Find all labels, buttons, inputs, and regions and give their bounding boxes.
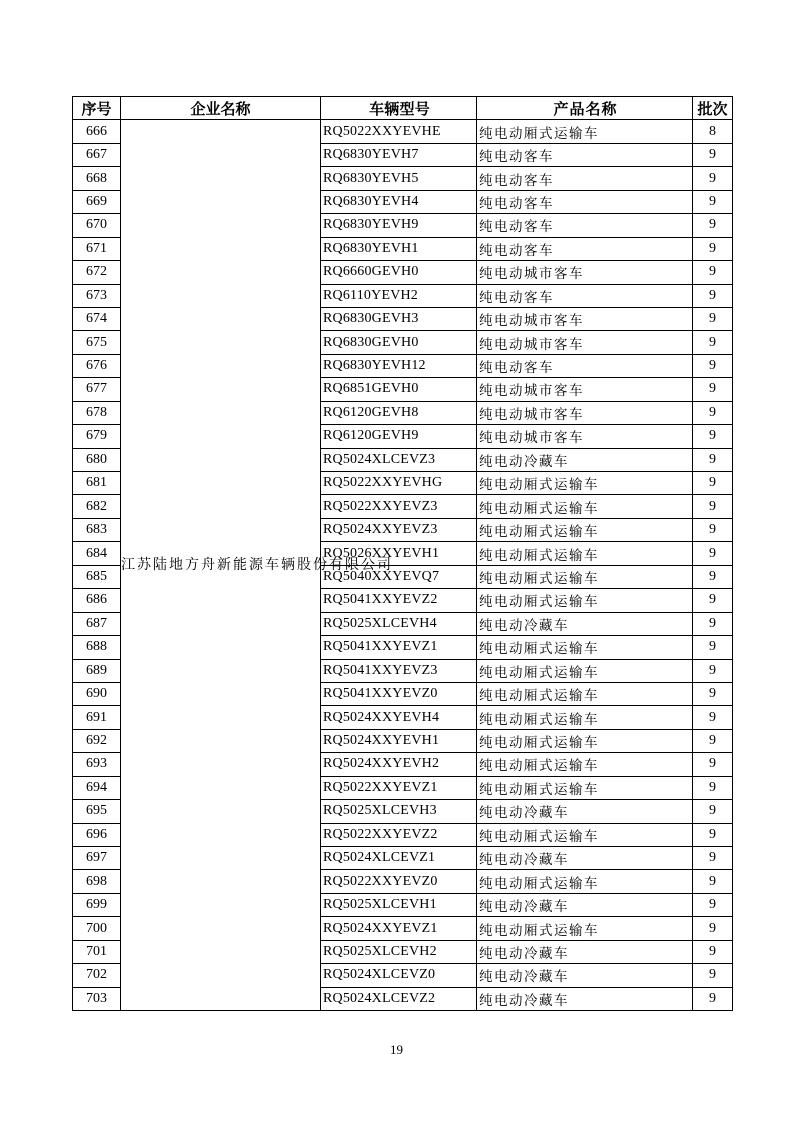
cell-product: 纯电动厢式运输车 — [477, 823, 693, 846]
cell-batch: 9 — [693, 143, 733, 166]
cell-seq: 702 — [73, 964, 121, 987]
cell-product: 纯电动冷藏车 — [477, 964, 693, 987]
cell-batch: 8 — [693, 120, 733, 143]
vehicle-table — [72, 96, 733, 1011]
cell-batch: 9 — [693, 940, 733, 963]
cell-product: 纯电动厢式运输车 — [477, 917, 693, 940]
cell-seq: 673 — [73, 284, 121, 307]
cell-model: RQ5022XXYEVZ3 — [321, 495, 477, 518]
cell-model: RQ5022XXYEVZ0 — [321, 870, 477, 893]
cell-batch: 9 — [693, 237, 733, 260]
cell-seq: 683 — [73, 518, 121, 541]
cell-product: 纯电动冷藏车 — [477, 847, 693, 870]
cell-seq: 668 — [73, 167, 121, 190]
cell-batch: 9 — [693, 893, 733, 916]
cell-batch: 9 — [693, 659, 733, 682]
cell-model: RQ6120GEVH9 — [321, 425, 477, 448]
cell-product: 纯电动冷藏车 — [477, 448, 693, 471]
cell-model: RQ5024XLCEVZ0 — [321, 964, 477, 987]
cell-batch: 9 — [693, 542, 733, 565]
cell-seq: 690 — [73, 682, 121, 705]
cell-model: RQ5024XLCEVZ3 — [321, 448, 477, 471]
cell-model: RQ6110YEVH2 — [321, 284, 477, 307]
cell-model: RQ5026XXYEVH1 — [321, 542, 477, 565]
cell-batch: 9 — [693, 214, 733, 237]
cell-batch: 9 — [693, 448, 733, 471]
cell-product: 纯电动城市客车 — [477, 261, 693, 284]
cell-batch: 9 — [693, 917, 733, 940]
cell-seq: 697 — [73, 847, 121, 870]
cell-batch: 9 — [693, 495, 733, 518]
header-product: 产品名称 — [477, 97, 693, 120]
cell-batch: 9 — [693, 307, 733, 330]
cell-product: 纯电动城市客车 — [477, 378, 693, 401]
cell-batch: 9 — [693, 425, 733, 448]
cell-product: 纯电动厢式运输车 — [477, 636, 693, 659]
cell-product: 纯电动冷藏车 — [477, 893, 693, 916]
cell-seq: 671 — [73, 237, 121, 260]
cell-seq: 680 — [73, 448, 121, 471]
cell-model: RQ6830YEVH7 — [321, 143, 477, 166]
cell-seq: 691 — [73, 706, 121, 729]
cell-seq: 694 — [73, 776, 121, 799]
cell-product: 纯电动城市客车 — [477, 401, 693, 424]
cell-model: RQ6120GEVH8 — [321, 401, 477, 424]
cell-model: RQ6851GEVH0 — [321, 378, 477, 401]
cell-model: RQ5041XXYEVZ3 — [321, 659, 477, 682]
cell-batch: 9 — [693, 753, 733, 776]
cell-model: RQ6660GEVH0 — [321, 261, 477, 284]
cell-product: 纯电动冷藏车 — [477, 987, 693, 1010]
cell-seq: 676 — [73, 354, 121, 377]
cell-batch: 9 — [693, 565, 733, 588]
cell-seq: 679 — [73, 425, 121, 448]
cell-product: 纯电动厢式运输车 — [477, 565, 693, 588]
cell-batch: 9 — [693, 612, 733, 635]
cell-product: 纯电动厢式运输车 — [477, 518, 693, 541]
cell-seq: 689 — [73, 659, 121, 682]
cell-product: 纯电动冷藏车 — [477, 800, 693, 823]
cell-model: RQ5022XXYEVHE — [321, 120, 477, 143]
cell-model: RQ5022XXYEVHG — [321, 472, 477, 495]
cell-seq: 682 — [73, 495, 121, 518]
cell-product: 纯电动冷藏车 — [477, 940, 693, 963]
table-body — [73, 120, 733, 1011]
cell-batch: 9 — [693, 401, 733, 424]
cell-seq: 666 — [73, 120, 121, 143]
cell-model: RQ5024XLCEVZ1 — [321, 847, 477, 870]
cell-batch: 9 — [693, 823, 733, 846]
cell-batch: 9 — [693, 284, 733, 307]
cell-batch: 9 — [693, 261, 733, 284]
cell-model: RQ5024XXYEVZ3 — [321, 518, 477, 541]
cell-batch: 9 — [693, 354, 733, 377]
table-row — [73, 120, 733, 143]
cell-seq: 675 — [73, 331, 121, 354]
cell-batch: 9 — [693, 987, 733, 1010]
cell-seq: 696 — [73, 823, 121, 846]
cell-model: RQ5024XXYEVH1 — [321, 729, 477, 752]
cell-model: RQ5040XXYEVQ7 — [321, 565, 477, 588]
cell-product: 纯电动厢式运输车 — [477, 682, 693, 705]
cell-product: 纯电动厢式运输车 — [477, 870, 693, 893]
cell-product: 纯电动城市客车 — [477, 307, 693, 330]
cell-seq: 699 — [73, 893, 121, 916]
cell-product: 纯电动客车 — [477, 143, 693, 166]
cell-product: 纯电动厢式运输车 — [477, 753, 693, 776]
cell-seq: 672 — [73, 261, 121, 284]
cell-seq: 684 — [73, 542, 121, 565]
cell-model: RQ5024XXYEVH4 — [321, 706, 477, 729]
cell-product: 纯电动厢式运输车 — [477, 120, 693, 143]
cell-batch: 9 — [693, 847, 733, 870]
cell-model: RQ5022XXYEVZ2 — [321, 823, 477, 846]
cell-product: 纯电动城市客车 — [477, 425, 693, 448]
cell-product: 纯电动厢式运输车 — [477, 495, 693, 518]
cell-batch: 9 — [693, 190, 733, 213]
cell-product: 纯电动厢式运输车 — [477, 706, 693, 729]
cell-model: RQ5025XLCEVH3 — [321, 800, 477, 823]
cell-batch: 9 — [693, 964, 733, 987]
cell-batch: 9 — [693, 518, 733, 541]
cell-model: RQ5025XLCEVH2 — [321, 940, 477, 963]
cell-product: 纯电动厢式运输车 — [477, 589, 693, 612]
cell-model: RQ5041XXYEVZ0 — [321, 682, 477, 705]
cell-model: RQ6830YEVH1 — [321, 237, 477, 260]
cell-model: RQ6830YEVH5 — [321, 167, 477, 190]
cell-product: 纯电动客车 — [477, 190, 693, 213]
cell-model: RQ5024XXYEVH2 — [321, 753, 477, 776]
cell-seq: 678 — [73, 401, 121, 424]
cell-product: 纯电动厢式运输车 — [477, 659, 693, 682]
cell-model: RQ6830GEVH0 — [321, 331, 477, 354]
cell-batch: 9 — [693, 378, 733, 401]
cell-batch: 9 — [693, 776, 733, 799]
header-batch: 批次 — [693, 97, 733, 120]
header-enterprise: 企业名称 — [121, 97, 321, 120]
cell-product: 纯电动客车 — [477, 237, 693, 260]
cell-model: RQ5025XLCEVH1 — [321, 893, 477, 916]
cell-seq: 698 — [73, 870, 121, 893]
cell-model: RQ6830YEVH12 — [321, 354, 477, 377]
cell-seq: 670 — [73, 214, 121, 237]
cell-batch: 9 — [693, 636, 733, 659]
cell-model: RQ5024XLCEVZ2 — [321, 987, 477, 1010]
cell-product: 纯电动冷藏车 — [477, 612, 693, 635]
cell-batch: 9 — [693, 472, 733, 495]
cell-batch: 9 — [693, 706, 733, 729]
cell-seq: 703 — [73, 987, 121, 1010]
cell-seq: 692 — [73, 729, 121, 752]
cell-model: RQ6830GEVH3 — [321, 307, 477, 330]
cell-product: 纯电动客车 — [477, 167, 693, 190]
cell-batch: 9 — [693, 870, 733, 893]
header-model: 车辆型号 — [321, 97, 477, 120]
cell-product: 纯电动城市客车 — [477, 331, 693, 354]
page-number: 19 — [390, 1042, 403, 1057]
cell-batch: 9 — [693, 167, 733, 190]
cell-seq: 701 — [73, 940, 121, 963]
cell-product: 纯电动厢式运输车 — [477, 472, 693, 495]
cell-seq: 685 — [73, 565, 121, 588]
cell-seq: 669 — [73, 190, 121, 213]
cell-product: 纯电动厢式运输车 — [477, 542, 693, 565]
cell-batch: 9 — [693, 729, 733, 752]
cell-batch: 9 — [693, 682, 733, 705]
cell-seq: 681 — [73, 472, 121, 495]
cell-seq: 674 — [73, 307, 121, 330]
cell-seq: 667 — [73, 143, 121, 166]
cell-seq: 688 — [73, 636, 121, 659]
cell-model: RQ5022XXYEVZ1 — [321, 776, 477, 799]
cell-batch: 9 — [693, 589, 733, 612]
cell-product: 纯电动客车 — [477, 214, 693, 237]
cell-batch: 9 — [693, 800, 733, 823]
cell-model: RQ5024XXYEVZ1 — [321, 917, 477, 940]
cell-seq: 686 — [73, 589, 121, 612]
cell-enterprise: 江苏陆地方舟新能源车辆股份有限公司 — [121, 120, 321, 1011]
cell-model: RQ6830YEVH9 — [321, 214, 477, 237]
cell-seq: 677 — [73, 378, 121, 401]
cell-product: 纯电动厢式运输车 — [477, 729, 693, 752]
cell-model: RQ5041XXYEVZ2 — [321, 589, 477, 612]
cell-model: RQ6830YEVH4 — [321, 190, 477, 213]
cell-product: 纯电动厢式运输车 — [477, 776, 693, 799]
cell-model: RQ5025XLCEVH4 — [321, 612, 477, 635]
cell-product: 纯电动客车 — [477, 284, 693, 307]
cell-model: RQ5041XXYEVZ1 — [321, 636, 477, 659]
cell-batch: 9 — [693, 331, 733, 354]
cell-seq: 695 — [73, 800, 121, 823]
cell-seq: 687 — [73, 612, 121, 635]
table-header-row — [73, 97, 733, 120]
cell-product: 纯电动客车 — [477, 354, 693, 377]
cell-seq: 700 — [73, 917, 121, 940]
header-seq: 序号 — [73, 97, 121, 120]
cell-seq: 693 — [73, 753, 121, 776]
